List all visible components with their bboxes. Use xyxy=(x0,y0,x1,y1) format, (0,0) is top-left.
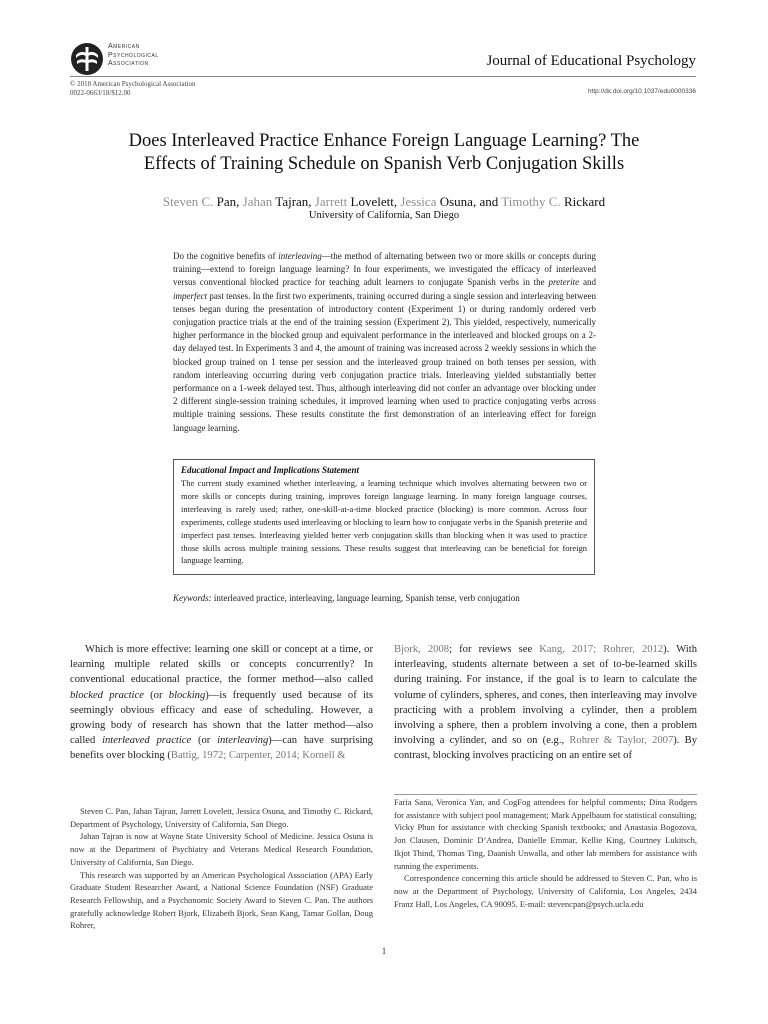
author-note-paragraph: Steven C. Pan, Jahan Tajran, Jarrett Lovelett, Jessica Osuna, and Timothy C. Rickard, Department of Psychology, University of California, San Diego. xyxy=(70,806,373,829)
author-first-name: Jessica xyxy=(400,194,437,209)
author-note-right xyxy=(394,796,697,910)
citation-link[interactable]: Kang, 2017; Rohrer, 2012 xyxy=(539,644,664,655)
body-text: Which is more effective: learning one skill or concept at a time, or learning multiple related skills or concepts concurrently? In conventional educational practice, the former method—also called xyxy=(70,644,373,686)
abstract-emphasis: interleaving xyxy=(278,251,322,261)
publisher-line: Psychological xyxy=(108,51,159,59)
author-separator: , xyxy=(236,194,240,209)
issn-line: 0022-0663/18/$12.00 xyxy=(70,88,131,97)
title-line: Effects of Training Schedule on Spanish Verb Conjugation Skills xyxy=(143,154,625,174)
author-note-paragraph: This research was supported by an American Psychological Association (APA) Early Graduate Student Researcher Award, a National Science Foundation (NSF) Graduate Research Fellowship, and a Psychonomic Society Award to Steven C. Pan. The authors gratefully acknowledge Robert Bjork, Elizabeth Bjork, Sean Kang, Tamar Gollan, Doug Rohrer, xyxy=(70,869,373,931)
body-text: )—can have surprising benefits over blocking ( xyxy=(70,735,373,762)
author-separator: , xyxy=(393,194,398,209)
body-text: ). With interleaving, students alternate between a set of to-be-learned skills during training. For instance, if the goal is to learn to calculate the volume of cylinders, spheres, and cones, then interleaving may involve practicing with a problem involving a cylinder, then a problem involving a sphere, then a problem involving a cone, then a problem involving a cylinder, and so on (e.g., xyxy=(394,644,697,747)
copyright-block xyxy=(70,80,195,97)
body-text: (or xyxy=(191,735,218,747)
abstract-text: Do the cognitive benefits of xyxy=(173,251,279,261)
author-last-name: Osuna xyxy=(439,194,473,209)
copyright-line: © 2018 American Psychological Association xyxy=(70,80,196,88)
author-last-name: Pan xyxy=(216,194,237,209)
doi-link[interactable]: http://dx.doi.org/10.1037/edu0000336 xyxy=(587,88,696,95)
author-note-left xyxy=(70,805,373,932)
keywords-list: interleaved practice, interleaving, language learning, Spanish tense, verb conjugation xyxy=(211,593,520,603)
body-text: ). By contrast, blocking involves practicing on an entire set of xyxy=(394,735,697,762)
article-title xyxy=(60,130,708,176)
author-separator: , and xyxy=(472,194,499,209)
abstract-text: —the method of alternating between two or more skills or concepts during training—extend to foreign language learning? In four experiments, we investigated the efficacy of interleaved versus conventional blocked practice for teaching adult learners to conjugate Spanish verbs in the xyxy=(173,251,596,288)
author-last-name: Rickard xyxy=(563,194,606,209)
apa-logo-icon xyxy=(70,42,104,76)
correspondence-note: Correspondence concerning this article should be addressed to Steven C. Pan, who is now at the Department of Psychology, University of California, Los Angeles, 2434 Franz Hall, Los Angeles, CA 90095. E-mail: stevencpan@psych.ucla.edu xyxy=(394,873,697,909)
header-rule xyxy=(70,76,696,77)
author-first-name: Steven C. xyxy=(162,194,214,209)
abstract-text: and xyxy=(579,277,596,288)
citation-link[interactable]: Bjork, 2008 xyxy=(394,644,450,655)
body-column-left xyxy=(70,642,373,764)
keywords-label: Keywords: xyxy=(173,593,212,603)
body-text: ; for reviews see xyxy=(449,644,540,655)
footnote-rule xyxy=(394,794,697,795)
author-note-paragraph: Faria Sana, Veronica Yan, and CogFog attendees for helpful comments; Dina Rodgers for assistance with subject pool management; Mark Appelbaum for statistical consulting; Vicky Phun for assistance with checking Spanish textbooks; and Anastasia Bogozova, Jon Clausen, Dominic D’Andrea, Danielle Emmar, Kellie King, Courtney Lukitsch, Ikjot Thind, Thomas Ting, Daanish Unwalla, and other lab members for assistance with running the experiments. xyxy=(394,797,697,871)
journal-name: Journal of Educational Psychology xyxy=(486,53,696,69)
author-last-name: Lovelett xyxy=(350,194,394,209)
author-separator: , xyxy=(308,194,312,209)
author-note-paragraph: Jahan Tajran is now at Wayne State University School of Medicine. Jessica Osuna is now at the Department of Psychiatry and Veterans Medical Research Foundation, University of California, San Diego. xyxy=(70,831,373,867)
body-emphasis: interleaving xyxy=(217,735,269,747)
publisher-line: Association xyxy=(108,60,149,67)
author-first-name: Timothy C. xyxy=(501,194,561,209)
keywords xyxy=(173,593,520,603)
body-text: )—is frequently used because of its seemingly obvious efficacy and ease of scheduling. However, a growing body of research has shown that the latter method—also called xyxy=(70,689,373,747)
body-emphasis: blocking xyxy=(168,689,206,701)
abstract-text: past tenses. In the first two experiments, training occurred during a single session and interleaving between tenses began during the presentation of introductory content (Experiment 1) or during randomly ordered verb conjugation practice trials at the end of the training session (Experiment 2). This yielded, respectively, numerically higher performance in the blocked group and equivalent performance in the interleaved and blocked groups on a 2-day delayed test. In Experiments 3 and 4, the amount of training was increased across 2 weekly sessions in which the blocked group trained on 1 tense per session and the interleaved group trained on both tenses per session, with random interleaving occurring during verb conjugation practice trials. Interleaving yielded substantially better performance on a 1-week delayed test. Thus, although interleaving did not confer an advantage over blocking under 2 different single-session training schedules, it improved learning when used to practice conjugating verbs across multiple training sessions. These results constitute the first demonstration of an interleaving effect for foreign language learning. xyxy=(173,290,596,433)
body-column-right xyxy=(394,642,697,764)
author-list xyxy=(60,194,708,210)
body-emphasis: interleaved practice xyxy=(102,735,192,747)
affiliation: University of California, San Diego xyxy=(308,210,460,221)
title-line: Does Interleaved Practice Enhance Foreign Language Learning? The xyxy=(128,131,640,151)
citation-link[interactable]: Battig, 1972; Carpenter, 2014; Kornell & xyxy=(170,750,346,762)
abstract-emphasis: imperfect xyxy=(173,290,207,301)
impact-statement-text: The current study examined whether interleaving, a learning technique which involves alternating between two or more skills or concepts during training, improves foreign language learning. In many foreign language courses, interleaving is rarely used; rather, one-skill-at-a-time blocked practice (blocking) is more common. Across four experiments, college students used interleaving or blocking to learn how to conjugate verbs in the Spanish preterite and imperfect past tenses. Interleaving yielded better verb conjugation skills than blocking when it was used to practice those skills across multiple training sessions. These results suggest that interleaving can be beneficial for foreign language learning. xyxy=(181,478,587,566)
page-number: 1 xyxy=(381,946,387,956)
abstract-emphasis: preterite xyxy=(548,277,580,288)
abstract xyxy=(173,250,596,435)
impact-statement-heading: Educational Impact and Implications Statement xyxy=(181,465,360,475)
author-first-name: Jahan xyxy=(242,194,273,209)
author-first-name: Jarrett xyxy=(314,194,348,209)
author-last-name: Tajran xyxy=(275,194,309,209)
publisher-line: American xyxy=(108,43,140,50)
body-text: (or xyxy=(143,689,169,701)
publisher-name xyxy=(108,43,159,69)
citation-link[interactable]: Rohrer & Taylor, 2007 xyxy=(569,735,674,747)
body-emphasis: blocked practice xyxy=(70,689,144,701)
